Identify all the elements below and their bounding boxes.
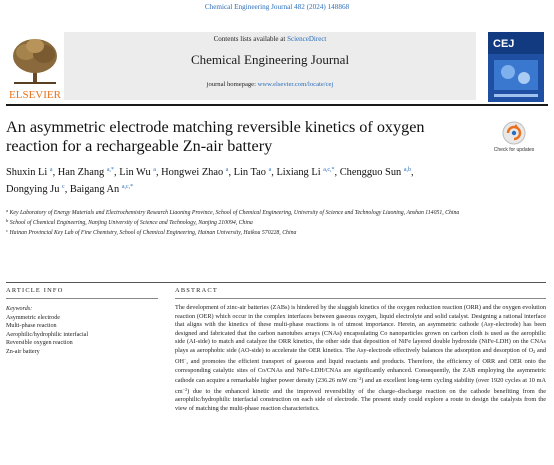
author[interactable]: Lixiang Li $^{a,c,*}$ xyxy=(276,167,335,178)
contents-line xyxy=(64,35,476,43)
check-updates-label: Check for updates xyxy=(493,147,535,153)
sciencedirect-link[interactable]: ScienceDirect xyxy=(287,35,327,43)
homepage-line xyxy=(64,81,476,88)
author[interactable]: Baigang An $^{a,c,*}$ xyxy=(69,184,134,195)
citation-line[interactable]: Chemical Engineering Journal 482 (2024) 148868 xyxy=(204,3,350,11)
author[interactable]: Chengguo Sun $^{a,b}$ xyxy=(339,167,411,178)
keyword: Reversible oxygen reaction xyxy=(6,340,73,347)
author[interactable]: Lin Wu $^a$ xyxy=(119,167,156,178)
elsevier-logo[interactable] xyxy=(6,32,64,102)
article-info-rule xyxy=(6,298,158,299)
section-rule xyxy=(6,282,546,283)
abstract-rule xyxy=(175,298,546,299)
check-updates-icon xyxy=(497,120,531,160)
cover-image xyxy=(488,32,544,102)
abstract-heading: ABSTRACT xyxy=(175,287,218,294)
keyword: Aerophilic/hydrophilic interfacial xyxy=(6,331,89,338)
check-for-updates-badge[interactable] xyxy=(493,120,535,160)
keyword: Asymmetric electrode xyxy=(6,314,60,321)
author[interactable]: Hongwei Zhao $^a$ xyxy=(161,167,229,178)
elsevier-tree-icon xyxy=(6,32,64,102)
keyword: Zn-air battery xyxy=(6,348,40,355)
affiliation: $^a$ Key Laboratory of Energy Materials and Electrochemistry Research Liaoning Province, School of Chemical Engineering, University of Science and Technology Liaoning, Anshan 114051, China xyxy=(6,208,460,216)
cover-label: CEJ xyxy=(493,38,515,50)
homepage-label: journal homepage: xyxy=(206,81,258,88)
homepage-link[interactable]: www.elsevier.com/locate/cej xyxy=(257,81,334,88)
author[interactable]: Shuxin Li $^a$ xyxy=(6,167,53,178)
header-rule xyxy=(6,104,548,106)
affiliation-list xyxy=(6,207,546,238)
abstract-text: The development of zinc-air batteries (ZABs) is hindered by the sluggish kinetics of the oxygen reduction reaction (ORR) and the oxygen evolution reaction (OER) which occur in the complex interfaces between gaseous oxygen, liquid electrolyte and solid catalyst. Designing a rational interface that aligns with the kinetics of these multi-phase reactions is of utmost importance. Herein, an asymmetric cathode (Asy-electrode) has been designed and fabricated that the carbon nanotubes arrays (CNAs) encapsulating Co nanoparticles grown on carbon cloth is used as the aerophilic side (AI-side) to match and catalyze the ORR kinetics, the other side that deposition of NiFe layered double hydroxide (NiFe-LDH) on the CNAs plays as aerophobic side (AO-side) to accelerate the OER kinetics. The Asy-electrode effectively balances the adsorption and desorption of $O_2$ and OH−, and promotes the efficient transport of gaseous and liquid reactants and products. Therefore, the efficiency of ORR and OER onto the corresponding catalytic sites of Co/CNAs and NiFe-LDH/CNAs are significantly enhanced. Consequently, the ZAB employing the asymmetric cathode can acquire a remarkable higher power density (236.26 mW $cm^{-2}$) and an excellent long-term cycling stability (over 1920 cycles at 10 mA $cm^{-2}$) due to the enhanced kinetic and the improved reversibility of the charge–discharge reaction on the cathode benefiting from the aerophilic/hydrophilic interfacial construction on each side of electrode. The present study could explore a route to design the catalysts from the view of matching the multi-phase reaction characteristics. xyxy=(175,304,546,413)
journal-header-box xyxy=(64,32,476,100)
publisher-name: ELSEVIER xyxy=(9,89,61,101)
journal-cover[interactable] xyxy=(488,32,544,102)
author-list: Shuxin Li $^a$, Han Zhang $^{a,*}$, Lin Wu $^a$, Hongwei Zhao $^a$, Lin Tao $^a$, Lixiang Li $^{a,c,*}$, Chengguo Sun $^{a,b}$, Dongying Ju $^c$, Baigang An $^{a,c,*}$ xyxy=(6,167,414,195)
author[interactable]: Han Zhang $^{a,*}$ xyxy=(57,167,115,178)
affiliation: $^b$ School of Chemical Engineering, Nanjing University of Science and Technology, Nanjing 210094, China xyxy=(6,218,253,227)
journal-title[interactable]: Chemical Engineering Journal xyxy=(190,52,350,67)
author[interactable]: Dongying Ju $^c$ xyxy=(6,184,65,195)
keywords-block xyxy=(6,305,156,357)
contents-text: Contents lists available at xyxy=(213,35,288,43)
keyword: Multi-phase reaction xyxy=(6,323,57,330)
article-info-heading: ARTICLE INFO xyxy=(6,287,64,294)
affiliation: $^c$ Hainan Provincial Key Lab of Fine Chemistry, School of Chemical Engineering, Hainan University, Haikou 570228, China xyxy=(6,228,297,237)
article-title: An asymmetric electrode matching reversible kinetics of oxygen reaction for a rechargeable Zn-air battery xyxy=(6,118,425,155)
keywords-label: Keywords: xyxy=(6,306,33,312)
author[interactable]: Lin Tao $^a$ xyxy=(233,167,272,178)
